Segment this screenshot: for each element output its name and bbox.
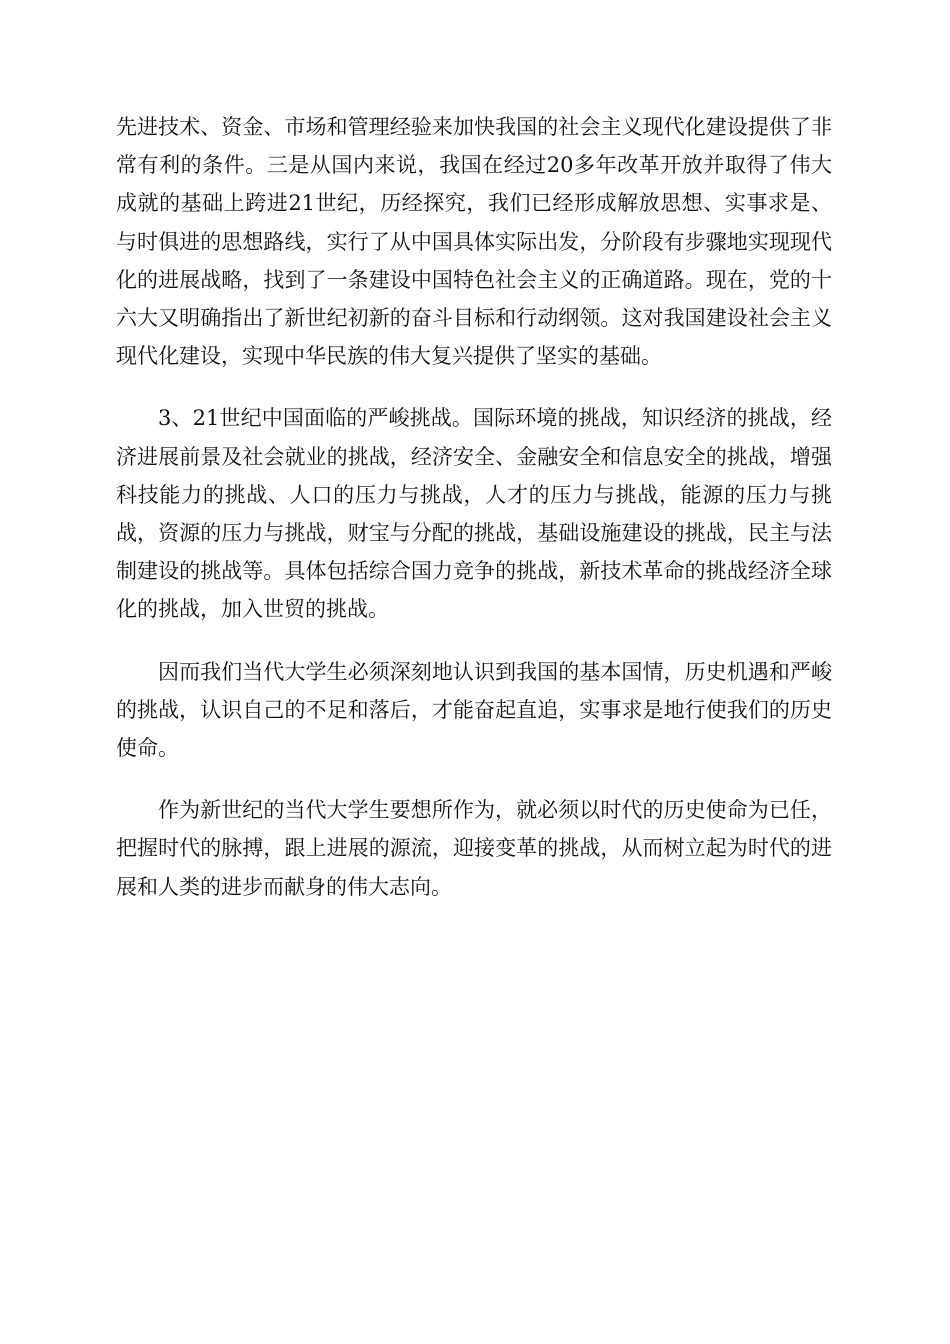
paragraph-recognition: 因而我们当代大学生必须深刻地认识到我国的基本国情，历史机遇和严峻的挑战，认识自己的不足和落后，才能奋起直追，实事求是地行使我们的历史使命。 (116, 659, 832, 761)
paragraph-challenges: 3、21世纪中国面临的严峻挑战。国际环境的挑战，知识经济的挑战，经济进展前景及社会就业的挑战，经济安全、金融安全和信息安全的挑战，增强科技能力的挑战、人口的压力与挑战，人才的压力与挑战，能源的压力与挑战，资源的压力与挑战，财宝与分配的挑战，基础设施建设的挑战，民主与法制建设的挑战等。具体包括综合国力竞争的挑战，新技术革命的挑战经济全球化的挑战，加入世贸的挑战。 (116, 406, 832, 622)
paragraph-mission: 作为新世纪的当代大学生要想所作为，就必须以时代的历史使命为已任，把握时代的脉搏，跟上进展的源流，迎接变革的挑战，从而树立起为时代的进展和人类的进步而献身的伟大志向。 (116, 798, 832, 899)
paragraph-continuation: 先进技术、资金、市场和管理经验来加快我国的社会主义现代化建设提供了非常有利的条件。三是从国内来说，我国在经过20多年改革开放并取得了伟大成就的基础上跨进21世纪，历经探究，我们已经形成解放思想、实事求是、与时俱进的思想路线，实行了从中国具体实际出发，分阶段有步骤地实现现代化的进展战略，找到了一条建设中国特色社会主义的正确道路。现在，党的十六大又明确指出了新世纪初新的奋斗目标和行动纲领。这对我国建设社会主义现代化建设，实现中华民族的伟大复兴提供了坚实的基础。 (116, 115, 832, 369)
document-body (116, 108, 832, 906)
